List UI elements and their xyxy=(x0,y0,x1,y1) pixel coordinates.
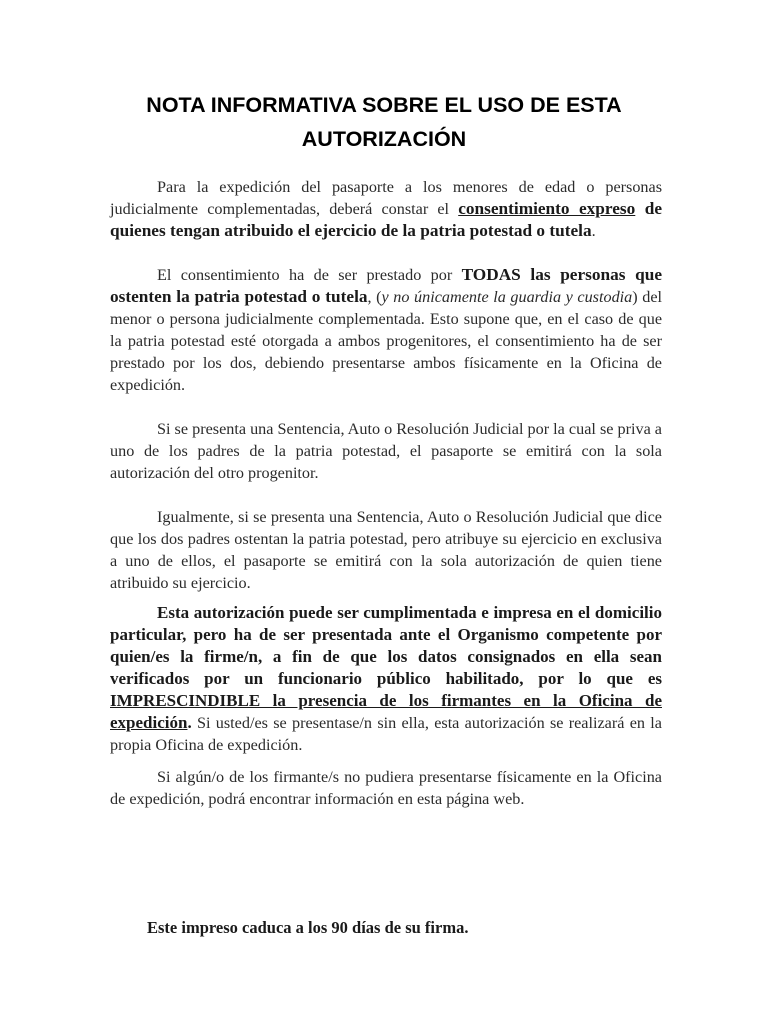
p2-italic-note: y no únicamente la guardia y custodia xyxy=(381,288,633,306)
p5-rest: Si usted/es se presentase/n sin ella, esta autorización se realizará en la propia Oficina de expedición. xyxy=(110,714,662,754)
paragraph-igualmente: Igualmente, si se presenta una Sentencia, Auto o Resolución Judicial que dice que los dos padres ostentan la patria potestad, pero atribuye su ejercicio en exclusiva a uno de ellos, el pasaporte se emitirá con la sola autorización de quien tiene atribuido su ejercicio. xyxy=(110,508,662,592)
title-line-1: NOTA INFORMATIVA SOBRE EL USO DE ESTA xyxy=(146,93,622,117)
paragraph-consent-requirement xyxy=(110,176,662,242)
paragraph-presentation xyxy=(110,602,662,756)
p1-holders: de quienes tengan atribuido el ejercicio de la patria potestad o tutela xyxy=(110,199,662,240)
expiry-notice: Este impreso caduca a los 90 días de su firma. xyxy=(147,918,469,937)
title-line-2: AUTORIZACIÓN xyxy=(301,127,467,151)
p2-text: El consentimiento ha de ser prestado por xyxy=(157,266,462,284)
p1-text: Para la expedición del pasaporte a los menores de edad o personas judicialmente complementadas, deberá constar el xyxy=(110,178,662,218)
paragraph-web-info: Si algún/o de los firmante/s no pudiera presentarse físicamente en la Oficina de expedición, podrá encontrar información en esta página web. xyxy=(110,768,662,808)
p1-period: . xyxy=(591,222,596,240)
p5-period: . xyxy=(187,713,192,732)
p5-imprescindible: IMPRESCINDIBLE la presencia de los firmantes en la Oficina de expedición xyxy=(110,691,662,732)
p2-rest: ) del menor o persona judicialmente complementada. Esto supone que, en el caso de que la patria potestad esté otorgada a ambos progenitores, el consentimiento ha de ser prestado por los dos, debiendo presentarse ambos físicamente en la Oficina de expedición. xyxy=(110,288,663,394)
paragraph-sentencia: Si se presenta una Sentencia, Auto o Resolución Judicial por la cual se priva a uno de los padres de la patria potestad, el pasaporte se emitirá con la sola autorización del otro progenitor. xyxy=(110,420,662,482)
p1-consent-expreso: consentimiento expreso xyxy=(458,199,636,218)
p2-paren-open: , ( xyxy=(367,288,382,306)
p5-bold-text: Esta autorización puede ser cumplimentada e impresa en el domicilio particular, pero ha de ser presentada ante el Organismo competente por quien/es la firme/n, a fin de que los datos consignados en ella sean verificados por un funcionario público habilitado, por lo que es xyxy=(110,603,662,688)
p2-todas-las-personas: TODAS las personas que ostenten la patria potestad o tutela xyxy=(110,265,662,306)
page-title xyxy=(100,88,668,156)
paragraph-all-holders xyxy=(110,264,662,396)
document-body xyxy=(110,176,662,810)
